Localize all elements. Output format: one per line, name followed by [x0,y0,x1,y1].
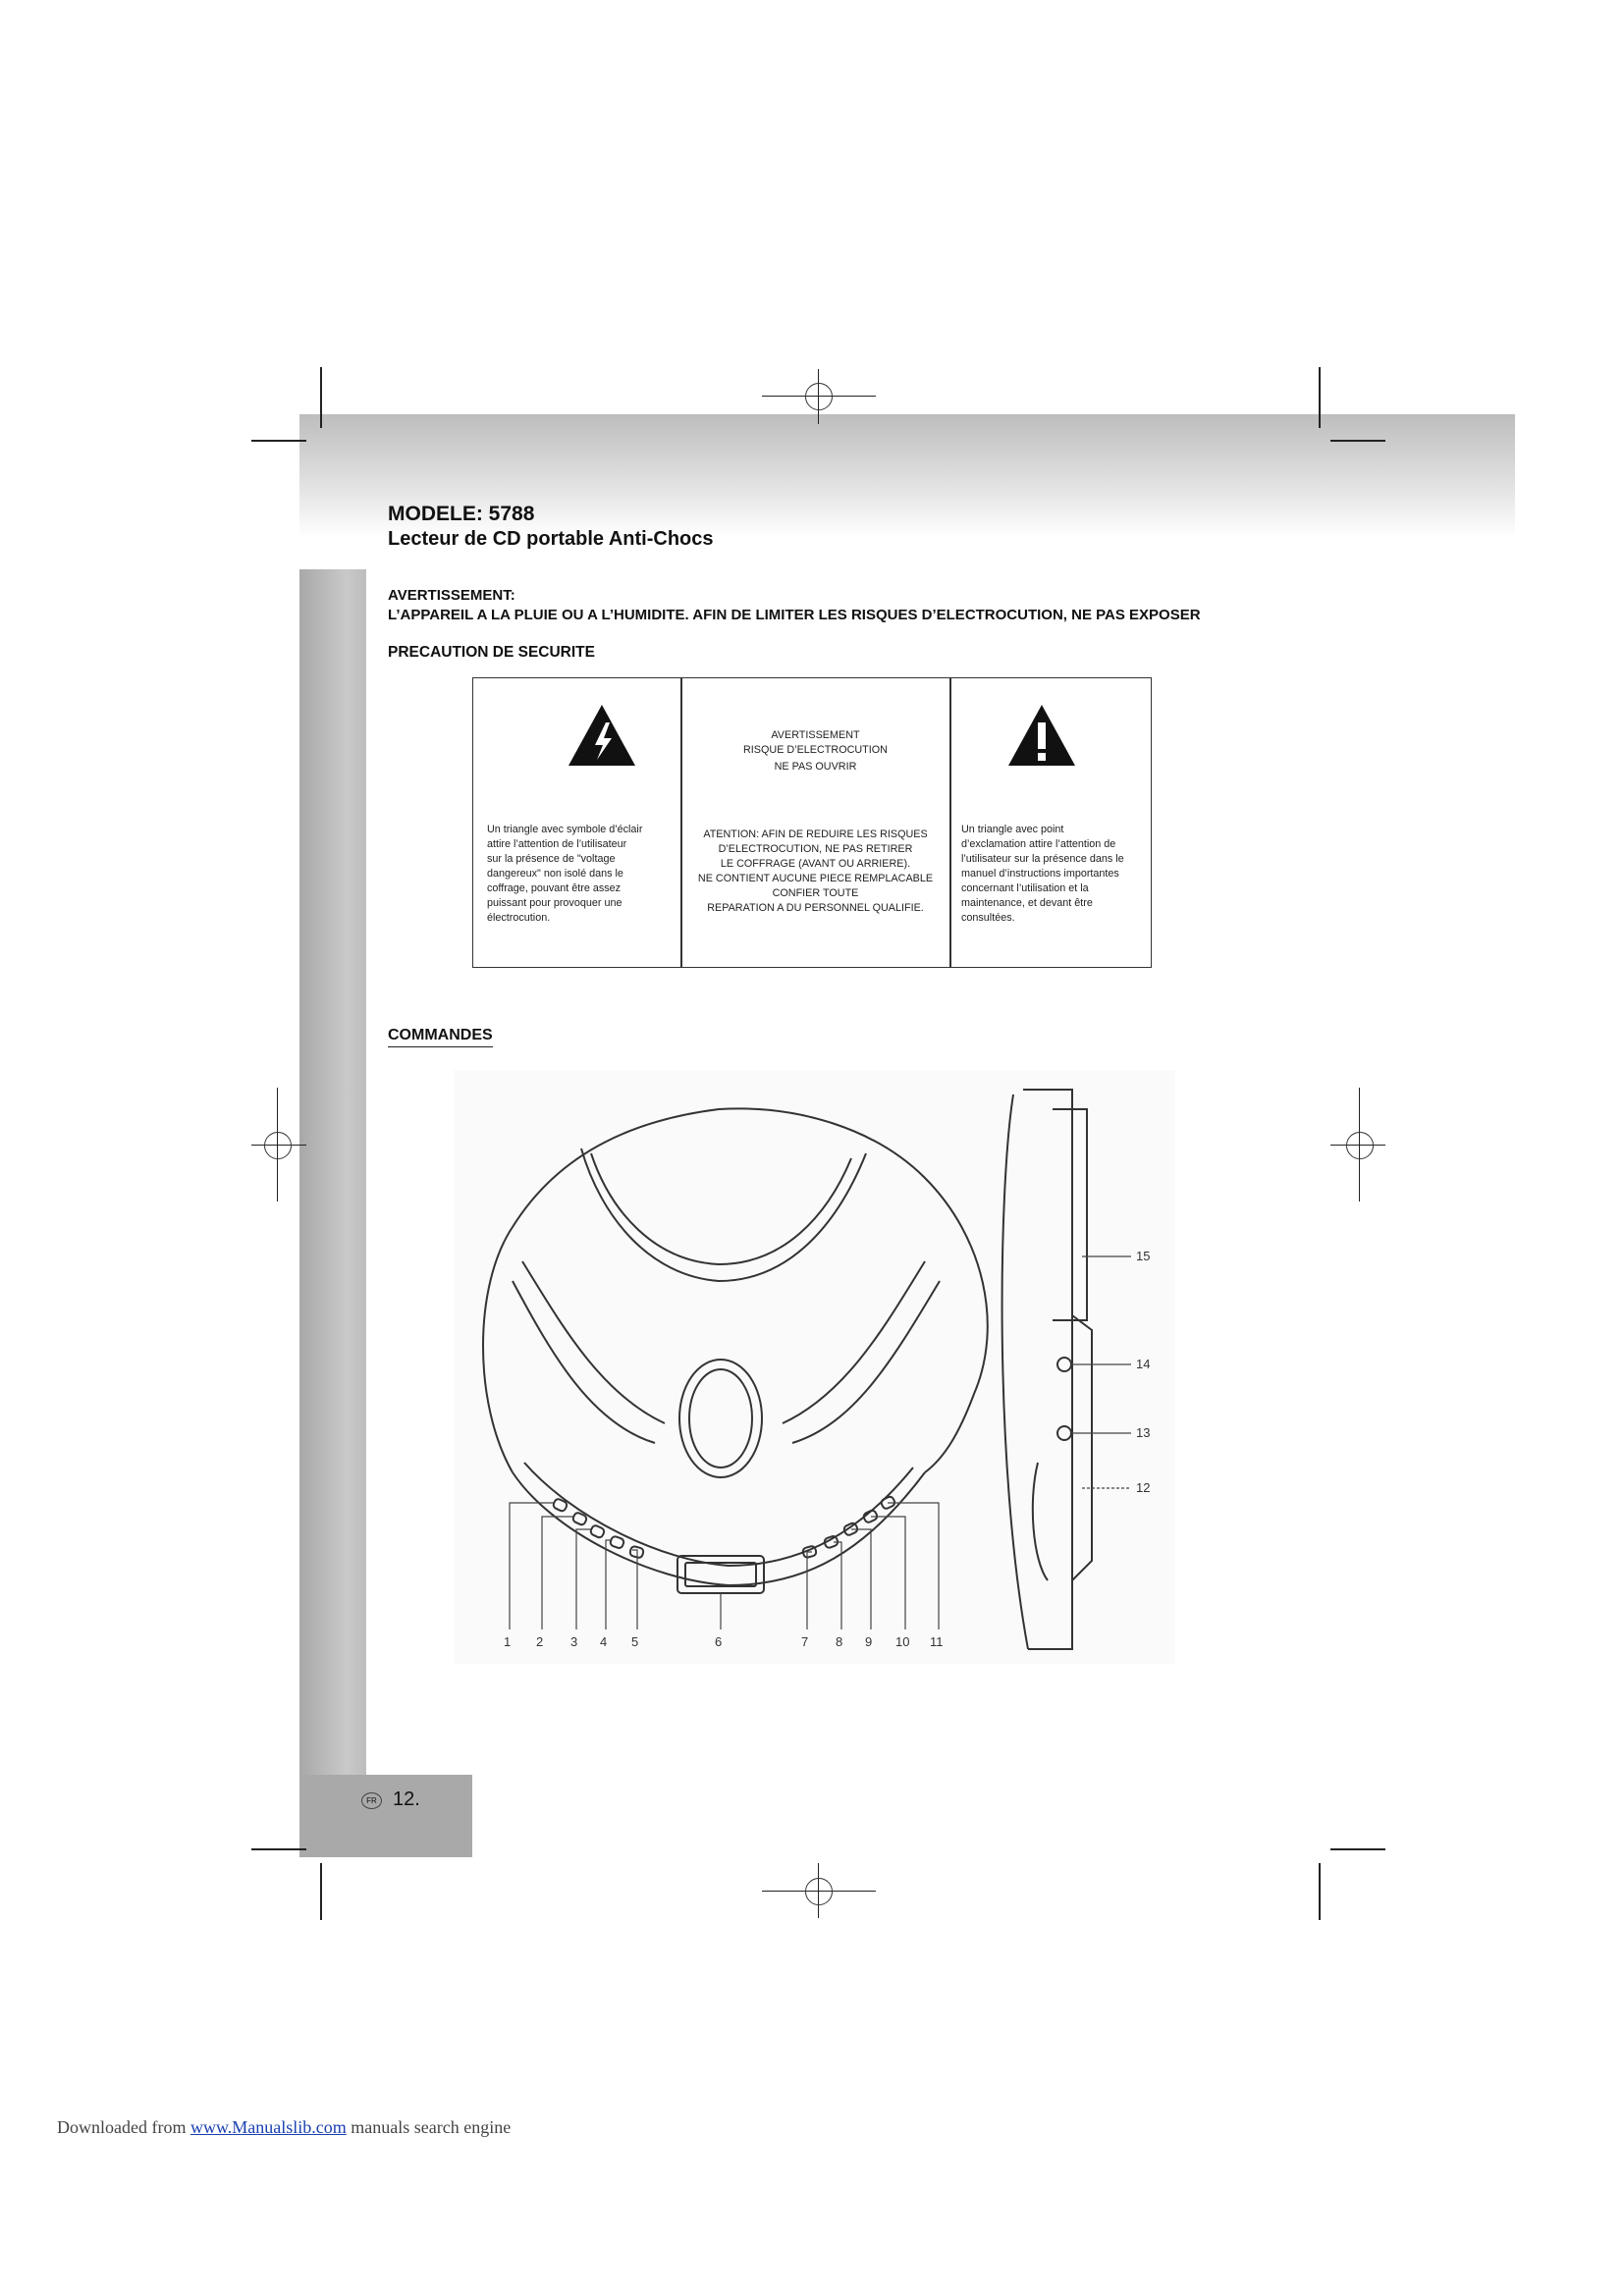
precaution-heading: PRECAUTION DE SECURITE [388,644,595,661]
callout-label: 2 [536,1634,544,1649]
callout-label: 3 [570,1634,578,1649]
footer-prefix: Downloaded from [57,2117,190,2137]
callout-label: 5 [631,1634,639,1649]
model-title: MODELE: 5788 [388,503,535,525]
callout-label: 12 [1136,1480,1151,1495]
page-number: 12. [393,1789,420,1810]
callout-label: 9 [865,1634,873,1649]
callout-label: 8 [836,1634,843,1649]
column-divider [680,678,682,967]
language-badge: FR [361,1792,382,1809]
column-divider [949,678,951,967]
side-strip [299,569,366,1777]
exclamation-description: Un triangle avec point d’exclamation attire l’attention de l’utilisateur sur la présence dans le manuel d’instructions importantes concernant l’utilisation et la maintenance, et devant être consultées. [961,824,1124,924]
callout-label: 4 [600,1634,608,1649]
diagram-callout-labels [454,1070,1175,1664]
callout-label: 6 [715,1634,723,1649]
lightning-description: Un triangle avec symbole d’éclair attire l’attention de l’utilisateur sur la présence de "voltage dangereux" non isolé dans le coffrage, pouvant être assez puissant pour provoquer une électrocution. [487,824,643,924]
exclamation-warning-icon [1006,703,1077,768]
callout-label: 10 [895,1634,910,1649]
warning-text: L’APPAREIL A LA PLUIE OU A L’HUMIDITE. AFIN DE LIMITER LES RISQUES D’ELECTROCUTION, NE PAS EXPOSER [388,607,1201,623]
commandes-heading: COMMANDES [388,1027,493,1047]
download-footer [57,2117,511,2138]
electrocution-warning-header: AVERTISSEMENT RISQUE D’ELECTROCUTION NE PAS OUVRIR [743,729,888,773]
model-subtitle: Lecteur de CD portable Anti-Chocs [388,528,714,550]
callout-label: 1 [504,1634,512,1649]
electrocution-warning-text: ATENTION: AFIN DE REDUIRE LES RISQUES D’ELECTROCUTION, NE PAS RETIRER LE COFFRAGE (AVANT OU ARRIERE). NE CONTIENT AUCUNE PIECE REMPLACABLE CONFIER TOUTE REPARATION A DU PERSONNEL QUALIFIE. [697,828,934,914]
page-number-box [299,1775,472,1857]
callout-label: 11 [930,1634,944,1649]
warning-title: AVERTISSEMENT: [388,587,515,604]
cd-player-diagram [454,1070,1175,1664]
callout-label: 13 [1136,1425,1151,1440]
manualslib-link[interactable]: www.Manualslib.com [189,2117,347,2137]
footer-suffix: manuals search engine [346,2117,512,2137]
callout-label: 7 [801,1634,809,1649]
lightning-warning-icon [567,703,637,768]
safety-table [472,677,1152,968]
callout-label: 14 [1136,1357,1151,1371]
callout-label: 15 [1136,1249,1151,1263]
